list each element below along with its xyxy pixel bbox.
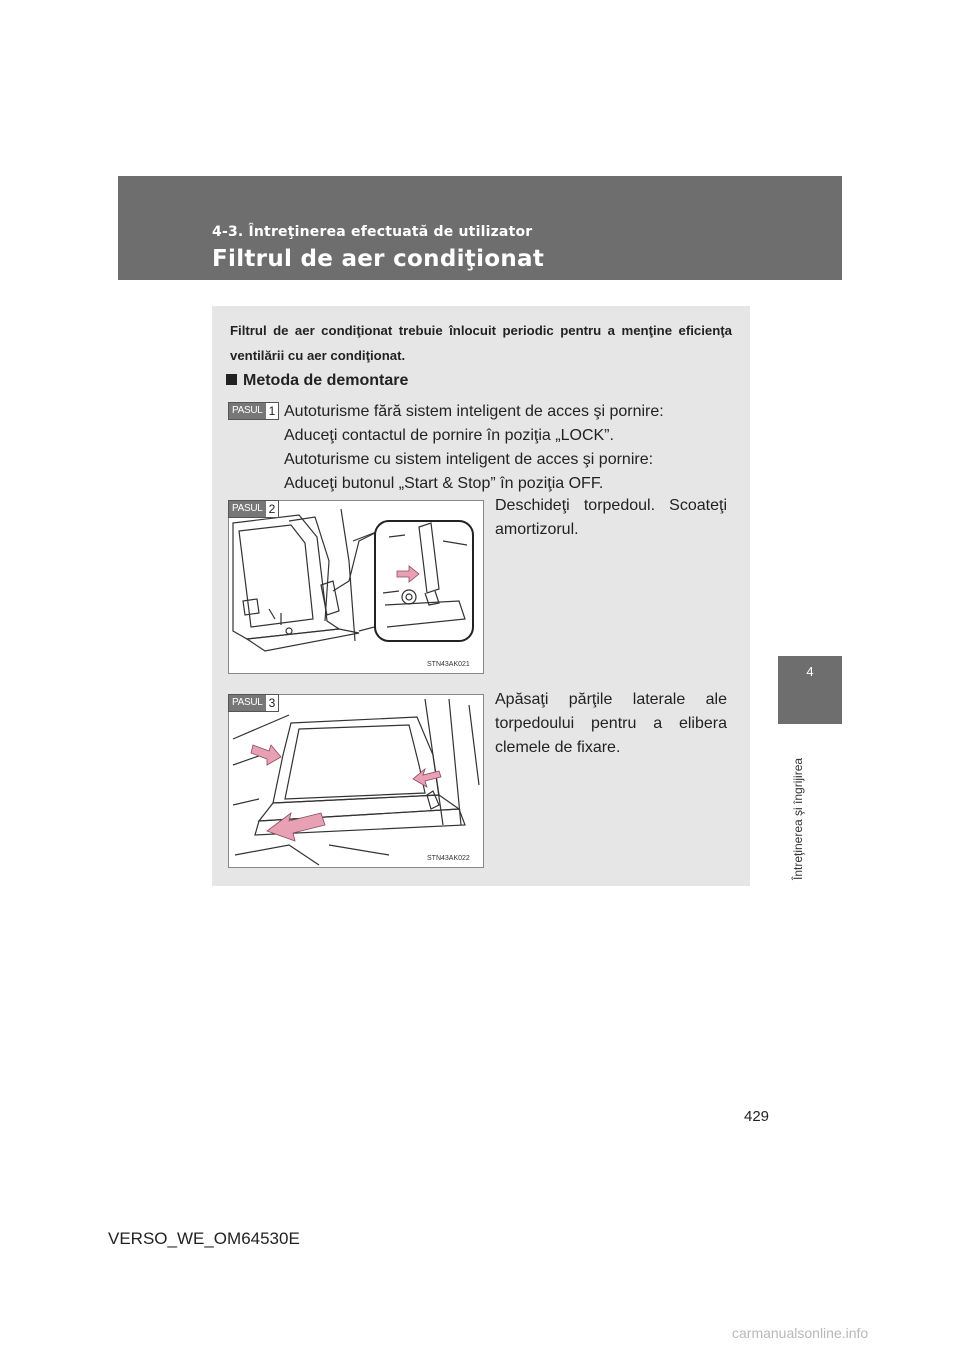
subheading-text: Metoda de demontare	[243, 372, 409, 389]
step-number: 1	[268, 404, 276, 418]
section-label: 4-3. Întreţinerea efectuată de utilizator	[212, 224, 533, 240]
step-3-text: Apăsaţi părţile laterale ale torpedoului pentru a elibera clemele de fixare.	[495, 691, 727, 756]
step-badge-3	[228, 694, 279, 712]
page-number: 429	[744, 1108, 770, 1125]
chapter-tab	[778, 656, 842, 724]
step-2-text: Deschideţi torpedoul. Scoateţi amortizorul.	[495, 497, 727, 538]
step-2-figure	[228, 500, 484, 674]
subheading	[226, 372, 408, 390]
step-1-text	[284, 400, 664, 496]
step-badge-2	[228, 500, 279, 518]
watermark: carmanualsonline.info	[732, 1325, 869, 1341]
step-word: PASUL	[229, 501, 266, 517]
step-3-figure	[228, 694, 484, 868]
chapter-number: 4	[806, 664, 814, 679]
content-box	[212, 306, 750, 886]
step-word: PASUL	[229, 695, 266, 711]
step-number: 3	[268, 696, 276, 710]
figure-code: STN43AK021	[427, 661, 470, 668]
step-badge-1	[228, 402, 279, 420]
square-bullet-icon	[226, 374, 237, 385]
footer-code: VERSO_WE_OM64530E	[108, 1229, 300, 1248]
step-1-line: Aduceţi butonul „Start & Stop” în poziţia OFF.	[284, 475, 604, 492]
header-band	[118, 176, 842, 280]
page-title: Filtrul de aer condiţionat	[212, 246, 545, 272]
chapter-label: Întreţinerea şi îngrijirea	[791, 757, 805, 880]
step-1-line: Autoturisme cu sistem inteligent de acces şi pornire:	[284, 451, 654, 468]
arrow-icon	[267, 813, 325, 841]
glovebox-damper-illustration	[229, 501, 483, 673]
step-number: 2	[268, 502, 276, 516]
arrow-icon	[251, 745, 281, 765]
figure-code: STN43AK022	[427, 855, 470, 862]
step-1-line: Autoturisme fără sistem inteligent de acces şi pornire:	[284, 403, 664, 420]
step-1-line: Aduceţi contactul de pornire în poziţia „LOCK”.	[284, 427, 614, 444]
intro-text: Filtrul de aer condiţionat trebuie înlocuit periodic pentru a menţine eficienţa ventilării cu aer condiţionat.	[230, 323, 732, 363]
glovebox-release-illustration	[229, 695, 483, 867]
step-word: PASUL	[229, 403, 266, 419]
